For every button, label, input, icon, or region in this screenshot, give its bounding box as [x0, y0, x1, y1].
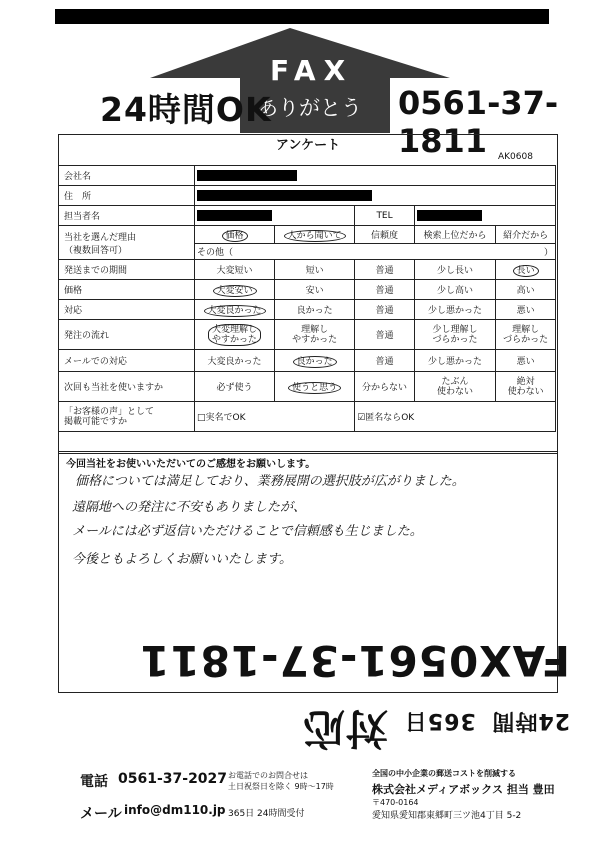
redacted-address [197, 190, 372, 201]
row-option[interactable]: 普通 [355, 300, 415, 320]
row-option[interactable]: 良かった [275, 300, 355, 320]
tel-label: TEL [355, 206, 415, 226]
person-value [195, 206, 355, 226]
row-option[interactable]: 絶対 使わない [496, 372, 556, 402]
upside-down-banner [70, 636, 570, 758]
row-option[interactable]: 普通 [355, 320, 415, 350]
banner-fax: FAX0561-37-1811 [139, 636, 570, 685]
handwritten-line: 今後ともよろしくお願いいたします。 [72, 552, 292, 567]
voice-real-option[interactable]: □実名でOK [195, 402, 355, 432]
footer-tel[interactable]: 0561-37-2027 [118, 771, 228, 787]
redacted-tel [417, 210, 482, 221]
fax-word: FAX [270, 54, 354, 87]
voice-label: 「お客様の声」として 掲載可能ですか [59, 402, 195, 432]
handwritten-line: 遠隔地への発注に不安もありましたが、 [72, 500, 307, 515]
row-option[interactable]: 悪い [496, 350, 556, 372]
row-option[interactable]: 少し理解し づらかった [414, 320, 495, 350]
row-option[interactable]: 理解し やすかった [275, 320, 355, 350]
row-label: 対応 [59, 300, 195, 320]
footer-company: 株式会社メディアボックス 担当 豊田 [372, 783, 555, 796]
row-label: 次回も当社を使いますか [59, 372, 195, 402]
circled-mark: 価格 [222, 230, 248, 242]
row-option[interactable] [195, 280, 275, 300]
row-option[interactable]: 大変短い [195, 260, 275, 280]
person-label: 担当者名 [59, 206, 195, 226]
redacted-company [197, 170, 297, 181]
footer-address: 愛知県愛知郡東郷町三ツ池4丁目 5-2 [372, 811, 522, 821]
row-option[interactable]: 高い [496, 280, 556, 300]
row-option[interactable]: 必ず使う [195, 372, 275, 402]
circled-mark: 大変良かった [204, 305, 266, 317]
reason-option[interactable]: 紹介だから [496, 226, 556, 244]
footer-mail-note: 365日 24時間受付 [228, 809, 305, 819]
banner-taiou: 対応 [302, 704, 389, 753]
handwritten-line: 価格については満足しており、業務展開の選択肢が広がりました。 [75, 474, 465, 489]
footer-tagline: 全国の中小企業の郵送コストを削減する [372, 769, 516, 778]
row-option[interactable]: 分からない [355, 372, 415, 402]
row-option[interactable]: 少し悪かった [414, 350, 495, 372]
footer-hours-note: お電話でのお問合せは [228, 771, 308, 780]
company-value [195, 166, 556, 186]
row-option[interactable]: たぶん 使わない [414, 372, 495, 402]
footer-mail[interactable]: info@dm110.jp [124, 803, 226, 817]
row-option[interactable]: 普通 [355, 260, 415, 280]
row-option[interactable]: 少し高い [414, 280, 495, 300]
banner-365: 365日 [403, 708, 476, 733]
row-label: 発注の流れ [59, 320, 195, 350]
reason-option[interactable]: 信頼度 [355, 226, 415, 244]
reason-option[interactable] [275, 226, 355, 244]
circled-mark: 長い [513, 265, 539, 277]
header-phone: 0561-37-1811 [398, 84, 559, 160]
comment-title: 今回当社をお使いいただいてのご感想をお願いします。 [66, 459, 316, 470]
footer-tel-label: 電話 [80, 774, 108, 790]
row-option[interactable]: 短い [275, 260, 355, 280]
row-option[interactable]: 大変良かった [195, 350, 275, 372]
row-option[interactable]: 少し悪かった [414, 300, 495, 320]
circled-mark: 良かった [293, 356, 337, 368]
handwritten-line: メールには必ず返信いただけることで信頼感も生じました。 [72, 524, 423, 539]
circled-mark: 人から聞いて [284, 230, 346, 242]
form-code: AK0608 [498, 152, 533, 162]
row-option[interactable]: 安い [275, 280, 355, 300]
row-option[interactable]: 普通 [355, 280, 415, 300]
voice-anon-option[interactable]: ☑匿名ならOK [355, 402, 556, 432]
footer-hours-note: 土日祝祭日を除く 9時〜17時 [228, 782, 334, 791]
thanks-text: ありがとう [257, 96, 362, 120]
address-label: 住 所 [59, 186, 195, 206]
row-option[interactable]: 少し長い [414, 260, 495, 280]
row-option[interactable] [496, 260, 556, 280]
row-label: 価格 [59, 280, 195, 300]
redaction-bar [55, 9, 549, 24]
company-label: 会社名 [59, 166, 195, 186]
address-value [195, 186, 556, 206]
row-label: 発送までの期間 [59, 260, 195, 280]
hours-ok: 24時間OK [100, 90, 272, 129]
row-label: メールでの対応 [59, 350, 195, 372]
row-option[interactable] [195, 300, 275, 320]
banner-24h: 24時間 [491, 708, 570, 733]
reason-option[interactable] [195, 226, 275, 244]
row-option[interactable] [275, 372, 355, 402]
circled-mark: 大変安い [213, 285, 257, 297]
survey-table [58, 165, 556, 432]
other-label: その他（ [197, 248, 234, 258]
reason-option[interactable]: 検索上位だから [414, 226, 495, 244]
row-option[interactable] [275, 350, 355, 372]
circled-mark: 大変理解し やすかった [208, 324, 261, 346]
row-option[interactable]: 悪い [496, 300, 556, 320]
other-close: ） [543, 248, 553, 258]
footer-zip: 〒470-0164 [372, 798, 419, 807]
redacted-person [197, 210, 272, 221]
circled-mark: 使うと思う [288, 382, 341, 394]
survey-title: アンケート [275, 138, 341, 153]
row-option[interactable]: 理解し づらかった [496, 320, 556, 350]
tel-value [414, 206, 555, 226]
row-option[interactable]: 普通 [355, 350, 415, 372]
other-field[interactable] [195, 244, 556, 260]
row-option[interactable] [195, 320, 275, 350]
footer-mail-label: メール [80, 806, 122, 822]
reason-label: 当社を選んだ理由 （複数回答可） [59, 226, 195, 260]
